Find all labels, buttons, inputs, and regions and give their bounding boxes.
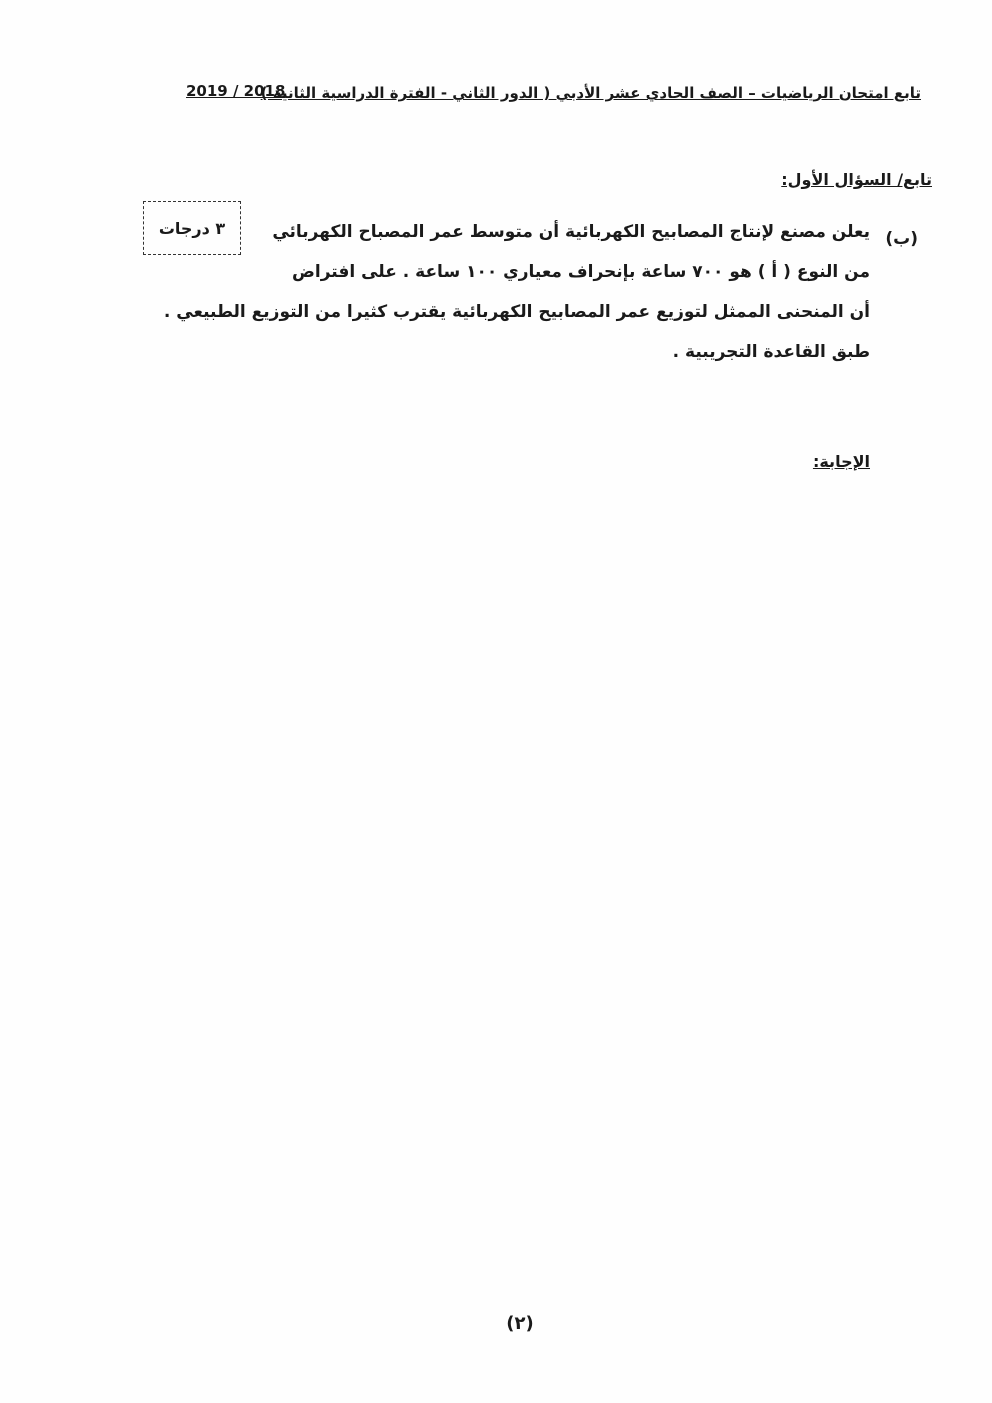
question-line-1: يعلن مصنع لإنتاج المصابيح الكهربائية أن متوسط عمر المصباح الكهربائي: [272, 222, 870, 242]
header-title: تابع امتحان الرياضيات – الصف الحادي عشر الأدبي ( الدور الثاني - الفترة الدراسية الثانية ): [260, 84, 921, 102]
question-line-4: طبق القاعدة التجريبية .: [672, 342, 870, 362]
question-line-2: من النوع ( أ ) هو ٧٠٠ ساعة بإنحراف معياري ١٠٠ ساعة . على افتراض: [292, 262, 870, 282]
section-title: تابع/ السؤال الأول:: [781, 170, 932, 189]
question-line-3: أن المنحنى الممثل لتوزيع عمر المصابيح الكهربائية يقترب كثيرا من التوزيع الطبيعي .: [163, 302, 870, 322]
question-label: (ب): [885, 229, 918, 249]
page-number: (٢): [506, 1313, 534, 1334]
marks-box: [143, 201, 241, 255]
answer-title: الإجابة:: [812, 452, 870, 471]
header-year: 2019 / 2018: [186, 82, 286, 100]
marks-label: ٣ درجات: [158, 218, 226, 238]
page-header: [186, 80, 921, 110]
